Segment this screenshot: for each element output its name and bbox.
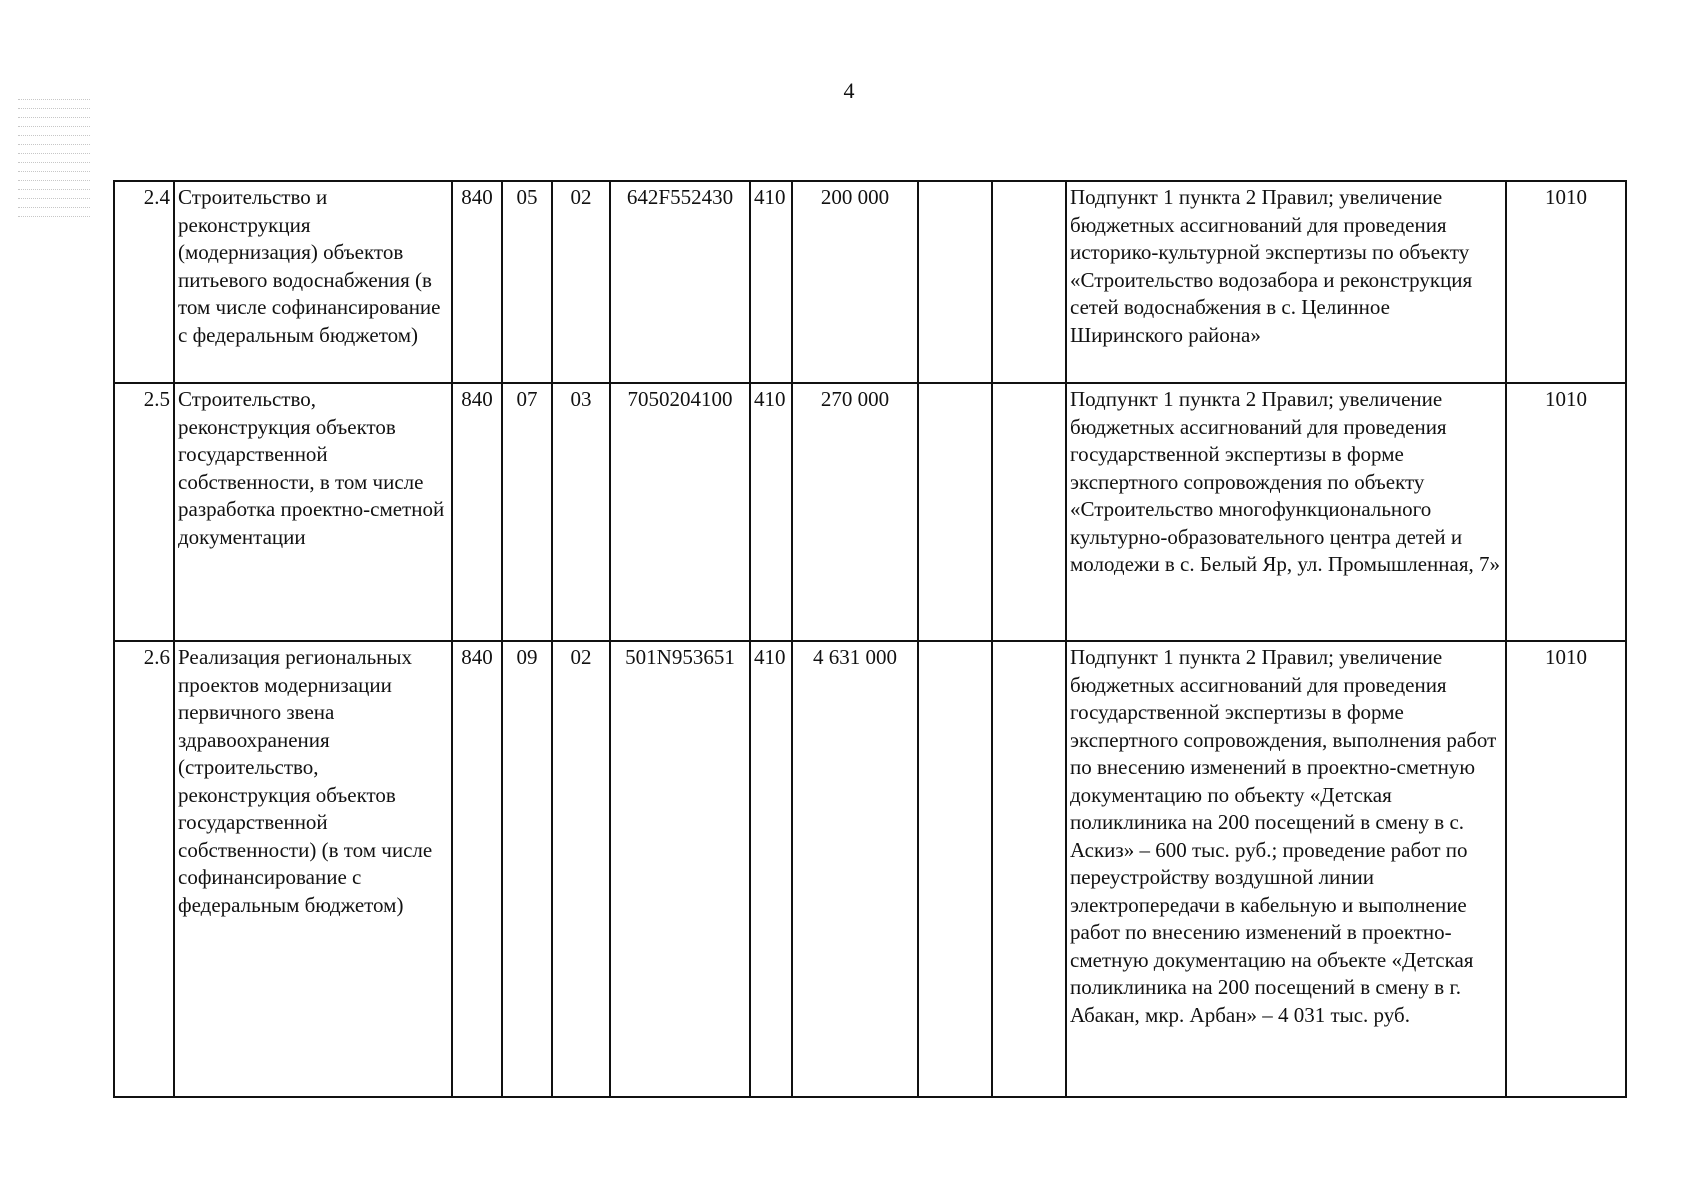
subsection-code: 02: [552, 641, 610, 1097]
article-code: 1010: [1506, 181, 1626, 383]
margin-scan-marks: [18, 92, 90, 302]
row-number: 2.6: [114, 641, 174, 1097]
section-code: 09: [502, 641, 552, 1097]
table-row: [114, 641, 1626, 1097]
row-number: 2.5: [114, 383, 174, 641]
basis-text: Подпункт 1 пункта 2 Правил; увеличение бюджетных ассигнований для проведения государственной экспертизы в форме экспертного сопровождения по объекту «Строительство многофункционального культурно-образовательного центра детей и молодежи в с. Белый Яр, ул. Промышленная, 7»: [1066, 383, 1506, 641]
article-code: 1010: [1506, 383, 1626, 641]
expense-type-code: 410: [750, 181, 792, 383]
table-row: [114, 383, 1626, 641]
empty-cell: [918, 181, 992, 383]
grbs-code: 840: [452, 181, 502, 383]
amount: 270 000: [792, 383, 918, 641]
section-code: 07: [502, 383, 552, 641]
expense-name: Реализация региональных проектов модернизации первичного звена здравоохранения (строительство, реконструкция объектов государственной собственности) (в том числе софинансирование с федеральным бюджетом): [174, 641, 452, 1097]
target-item-code: 501N953651: [610, 641, 750, 1097]
expense-name: Строительство и реконструкция (модернизация) объектов питьевого водоснабжения (в том числе софинансирование с федеральным бюджетом): [174, 181, 452, 383]
empty-cell: [918, 383, 992, 641]
subsection-code: 02: [552, 181, 610, 383]
empty-cell: [992, 641, 1066, 1097]
basis-text: Подпункт 1 пункта 2 Правил; увеличение бюджетных ассигнований для проведения государственной экспертизы в форме экспертного сопровождения, выполнения работ по внесению изменений в проектно-сметную документацию по объекту «Детская поликлиника на 200 посещений в смену в с. Аскиз» – 600 тыс. руб.; проведение работ по переустройству воздушной линии электропередачи в кабельную и выполнение работ по внесению изменений в проектно-сметную документацию на объекте «Детская поликлиника на 200 посещений в смену в г. Абакан, мкр. Арбан» – 4 031 тыс. руб.: [1066, 641, 1506, 1097]
target-item-code: 7050204100: [610, 383, 750, 641]
empty-cell: [992, 383, 1066, 641]
row-number: 2.4: [114, 181, 174, 383]
grbs-code: 840: [452, 383, 502, 641]
expense-type-code: 410: [750, 383, 792, 641]
page-number: 4: [843, 78, 855, 103]
section-code: 05: [502, 181, 552, 383]
expense-name: Строительство, реконструкция объектов государственной собственности, в том числе разработка проектно-сметной документации: [174, 383, 452, 641]
subsection-code: 03: [552, 383, 610, 641]
amount: 200 000: [792, 181, 918, 383]
table-row: [114, 181, 1626, 383]
basis-text: Подпункт 1 пункта 2 Правил; увеличение бюджетных ассигнований для проведения историко-культурной экспертизы по объекту «Строительство водозабора и реконструкция сетей водоснабжения в с. Целинное Ширинского района»: [1066, 181, 1506, 383]
expense-type-code: 410: [750, 641, 792, 1097]
target-item-code: 642F552430: [610, 181, 750, 383]
empty-cell: [992, 181, 1066, 383]
amount: 4 631 000: [792, 641, 918, 1097]
grbs-code: 840: [452, 641, 502, 1097]
budget-changes-table: [113, 180, 1627, 1098]
article-code: 1010: [1506, 641, 1626, 1097]
empty-cell: [918, 641, 992, 1097]
